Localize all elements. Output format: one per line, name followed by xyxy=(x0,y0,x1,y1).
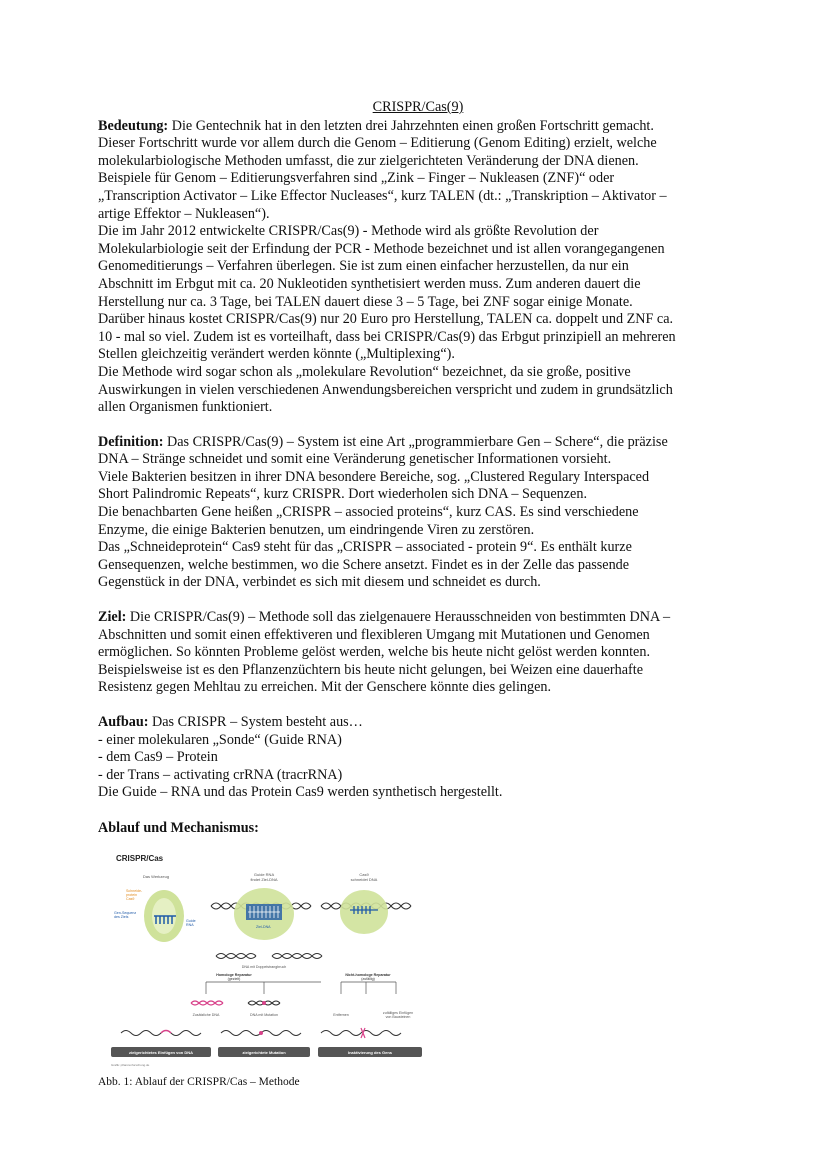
mutation-marker xyxy=(259,1031,263,1035)
line: Beispielsweise ist es den Pflanzenzüchtern bis heute nicht gelungen, bei Weizen eine dauerhafte xyxy=(98,661,644,678)
line: Molekularbiologie seit der Erfindung der PCR - Methode bezeichnet und ist allen vorangegangenen xyxy=(98,240,665,257)
outcome-2: zielgerichtete Mutation xyxy=(242,1050,286,1055)
section-label: Definition: xyxy=(98,433,164,450)
figure-caption: Abb. 1: Ablauf der CRISPR/Cas – Methode xyxy=(98,1076,300,1088)
line: 10 - mal so viel. Zudem ist es vorteilhaft, dass bei CRISPR/Cas(9) das Erbgut prinzipiell an mehreren xyxy=(98,328,676,345)
document-body xyxy=(98,99,738,838)
line: Definition: Das CRISPR/Cas(9) – System ist eine Art „programmierbare Gen – Schere“, die präzise xyxy=(98,433,668,450)
line: Darüber hinaus kostet CRISPR/Cas(9) nur 20 Euro pro Herstellung, TALEN ca. doppelt und ZNF ca. xyxy=(98,311,674,328)
step3-label-a: Cas9 xyxy=(359,872,369,877)
mutation-label: DNA mit Mutation xyxy=(250,1013,278,1017)
line: Gensequenzen, welche bestimmen, wo die Schere ansetzt. Findet es in der Zelle das passende xyxy=(98,556,630,573)
result-dna-shape xyxy=(321,1031,401,1036)
line: Dieser Fortschritt wurde vor allem durch die Genom – Editierung (Genom Editing) erzielt, welche xyxy=(98,135,657,152)
section-heading-ablauf: Ablauf und Mechanismus: xyxy=(98,819,259,836)
hom-repair-label: Homologe Reparatur xyxy=(216,973,252,977)
line: allen Organismen funktioniert. xyxy=(98,399,273,416)
branch-lines xyxy=(206,982,366,994)
label-guide: Guide xyxy=(186,919,196,923)
crispr-figure xyxy=(106,848,426,1070)
remove-label: Entfernen xyxy=(333,1013,349,1017)
nonhom-repair-label: Nicht-homologe Reparatur xyxy=(345,973,391,977)
outcome-1: zielgerichtetes Einfügen von DNA xyxy=(128,1050,194,1055)
section-definition xyxy=(98,434,738,592)
line: Die benachbarten Gene heißen „CRISPR – associed proteins“, kurz CAS. Es sind verschiedene xyxy=(98,504,639,521)
broken-dna-shape xyxy=(216,954,322,959)
inserted-segment-shape xyxy=(161,1031,171,1034)
step2-label-a: Guide RNA xyxy=(253,872,275,877)
hom-repair-label-2: (gezielt) xyxy=(227,977,241,981)
line: Short Palindromic Repeats“, kurz CRISPR. Dort wiederholen sich DNA – Sequenzen. xyxy=(98,486,587,503)
step1-label: Das Werkzeug xyxy=(142,874,170,879)
label-gen-2: des Ziels xyxy=(114,915,129,919)
line: Die im Jahr 2012 entwickelte CRISPR/Cas(9) - Methode wird als größte Revolution der xyxy=(98,223,599,240)
line: - einer molekularen „Sonde“ (Guide RNA) xyxy=(98,731,342,748)
line: Enzyme, die einige Bakterien benutzen, um eindringende Viren zu zerstören. xyxy=(98,521,535,538)
label-cas-3: Cas9 xyxy=(126,897,135,901)
line: Resistenz gegen Mehltau zu erreichen. Mit der Genschere könnte dies gelingen. xyxy=(98,679,552,696)
line: - der Trans – activating crRNA (tracrRNA) xyxy=(98,766,343,783)
line: - dem Cas9 – Protein xyxy=(98,749,218,766)
line: Aufbau: Das CRISPR – System besteht aus… xyxy=(98,714,363,730)
donor-label: Zusätzliche DNA xyxy=(192,1013,220,1017)
label-guide-2: RNA xyxy=(186,923,194,927)
broken-dna-shape xyxy=(216,954,322,959)
break-label: DNA mit Doppelstrangbruch xyxy=(241,965,287,969)
label-gen: Gen-Sequenz xyxy=(114,911,137,915)
line: Herstellung nur ca. 3 Tage, bei TALEN dauert diese 3 – 5 Tage, bei ZNF sogar einige Monate. xyxy=(98,293,633,310)
line: Auswirkungen in vielen verschiedenen Anwendungsbereichen verspricht und zudem in grundsätzlich xyxy=(98,381,673,398)
line: artige Effektor – Nukleasen“). xyxy=(98,205,270,222)
cas9-protein-shape xyxy=(340,890,388,934)
line: Bedeutung: Die Gentechnik hat in den letzten drei Jahrzehnten einen großen Fortschritt gemacht. xyxy=(98,117,654,134)
label-cas: Schneide- xyxy=(126,889,143,893)
insert-label: zufälliges Einfügen xyxy=(382,1011,414,1015)
line: Genomeditierungs – Verfahren überlegen. Sie ist zum einen einfacher herzustellen, da nur ein xyxy=(98,258,629,275)
outcome-3: Inaktivierung des Gens xyxy=(347,1050,393,1055)
line: Die Guide – RNA und das Protein Cas9 werden synthetisch hergestellt. xyxy=(98,784,503,801)
branch-lines xyxy=(341,982,396,994)
line: Gegenstück in der DNA, verbindet es sich mit diesem und schneidet es durch. xyxy=(98,574,541,591)
section-label: Bedeutung: xyxy=(98,117,169,134)
section-aufbau xyxy=(98,714,738,802)
line: Abschnitten und somit einen effektiveren und flexibleren Umgang mit Mutationen und Genomen xyxy=(98,626,650,643)
nonhom-repair-label-2: (zufällig) xyxy=(361,977,375,981)
step3-label-b: schneidet DNA xyxy=(350,877,378,882)
line: Abschnitt im Erbgut mit ca. 20 Nukleotiden synthetisiert werden muss. Zum anderen dauert die xyxy=(98,275,641,292)
label-cas-2: protein xyxy=(126,893,137,897)
figure-source: Grafik: pflanzenforschung.de xyxy=(111,1063,150,1067)
label-ziel: Ziel-DNA xyxy=(256,925,271,929)
section-label: Ziel: xyxy=(98,609,127,626)
line: Beispiele für Genom – Editierungsverfahren sind „Zink – Finger – Nukleasen (ZNF)“ oder xyxy=(98,170,615,187)
figure-title: CRISPR/Cas xyxy=(116,854,164,863)
section-bedeutung xyxy=(98,118,738,417)
line: molekularbiologische Methoden umfasst, die zur zielgerichteten Veränderung der DNA dienen. xyxy=(98,152,639,169)
line: Ziel: Die CRISPR/Cas(9) – Methode soll das zielgenauere Herausschneiden von bestimmten DNA – xyxy=(98,609,671,626)
line: ermöglichen. So könnten Probleme gelöst werden, welche bis heute nicht gelöst werden konnten. xyxy=(98,644,650,661)
section-ziel xyxy=(98,609,738,697)
section-label: Aufbau: xyxy=(98,714,149,730)
insert-label-2: von Bausteinen xyxy=(385,1015,411,1019)
step2-label-b: findet Ziel-DNA xyxy=(250,877,278,882)
line: Die Methode wird sogar schon als „molekulare Revolution“ bezeichnet, da sie große, positive xyxy=(98,363,631,380)
page-title: CRISPR/Cas(9) xyxy=(372,99,464,115)
line: „Transcription Activator – Like Effector Nucleases“, kurz TALEN (dt.: „Transkription – Aktivator – xyxy=(98,187,667,204)
line: Stellen gleichzeitig verändert werden könnte („Multiplexing“). xyxy=(98,346,455,363)
mutation-marker xyxy=(262,1001,266,1005)
line: Das „Schneideprotein“ Cas9 steht für das „CRISPR – associated - protein 9“. Es enthält kurze xyxy=(98,539,632,556)
line: Viele Bakterien besitzen in ihrer DNA besondere Bereiche, sog. „Clustered Regulary Interspaced xyxy=(98,468,650,485)
line: DNA – Stränge schneidet und somit eine Veränderung genetischer Informationen vorsieht. xyxy=(98,451,612,468)
